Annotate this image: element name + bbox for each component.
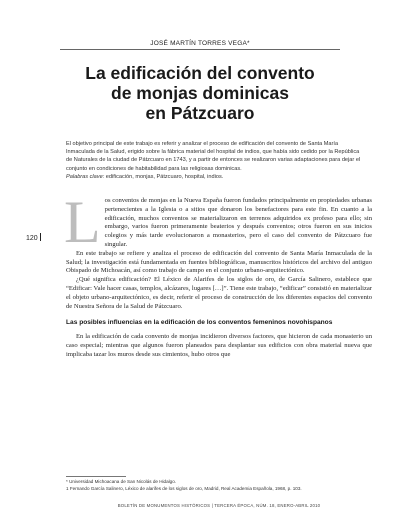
keywords xyxy=(66,173,366,181)
running-footer: BOLETÍN DE MONUMENTOS HISTÓRICOS | TERCERA ÉPOCA, NÚM. 18, ENERO-ABRIL 2010 xyxy=(117,503,321,508)
page-number xyxy=(26,233,41,242)
title-line-3: en Pátzcuaro xyxy=(145,103,255,123)
keywords-label: Palabras clave: xyxy=(66,173,105,180)
abstract xyxy=(66,140,366,181)
drop-cap: L xyxy=(64,189,101,255)
footnote-1: * Universidad Michoacana de San Nicolás de Hidalgo. xyxy=(66,479,177,484)
paragraph-2: En este trabajo se refiere y analiza el proceso de edificación del convento de Santa María Inmaculada de la Salud; la investigación está fundamentada en fuentes bibliográficas, manuscritos históricos del archivo del antiguo Obispado de Michoacán, así como trabajo de campo en el conjunto urbano-arquitectónico. xyxy=(66,249,372,275)
footnotes xyxy=(66,479,372,492)
paragraph-4: En la edificación de cada convento de monjas incidieron diversos factores, que hicieron de cada monasterio un caso especial; mientras que algunos fueron planeados para desplantar sus edificios con obra material nueva que implicaba tazar los muros desde sus cimientos, hubo otros que xyxy=(66,332,372,358)
paragraph-3: ¿Qué significa edificación? El Léxico de Alarifes de los siglos de oro, de García Salinero, establece que “Edificar: Vale hacer casas, templos, alcázares, lugares […]”. Tiene este trabajo, “edificar” consistió en materializar el objeto urbano-arquitectónico, es decir, referir el proceso de construcción de los diferentes espacios del convento de Nuestra Señora de la Salud de Pátzcuaro. xyxy=(66,276,372,310)
paragraph-1: os conventos de monjas en la Nueva España fueron fundados principalmente en propiedades urbanas pertenecientes a la Iglesia o a sitios que donaron los benefactores para este fin. En cuanto a la edificación, muchos conventos se materializaron en terrenos adquiridos ex profeso para ello; sin embargo, varios fueron primeramente beaterios y después conventos; otros fueron en sus inicios colegios y más tarde evolucionaron a monasterios, pero el caso del convento de Pátzcuaro fue singular. xyxy=(104,197,372,248)
page-number-bar xyxy=(40,233,41,241)
article-body xyxy=(64,189,372,359)
footnote-2: 1 Fernando García Salinero, Léxico de alarifes de los siglos de oro, Madrid, Real Academia Española, 1968, p. 103. xyxy=(66,485,302,491)
title-line-2: de monjas dominicas xyxy=(111,83,289,103)
header-rule xyxy=(60,49,340,50)
title-line-1: La edificación del convento xyxy=(85,63,315,83)
page-number-text: 120 xyxy=(26,235,38,242)
abstract-text: El objetivo principal de este trabajo es referir y analizar el proceso de edificación del convento de Santa María Inmaculada de la Salud, erigido sobre la fábrica material del hospital de indios, que había sido cedido por la República de Naturales de la ciudad de Pátzcuaro en 1743, y a partir de entonces se realizaron varias adaptaciones para dejar el conjunto en condiciones de habitabilidad para las religiosas dominicas. xyxy=(66,141,361,172)
section-heading: Las posibles influencias en la edificación de los conventos femeninos novohispanos xyxy=(66,319,333,327)
author-line: JOSÉ MARTÍN TORRES VEGA* xyxy=(150,40,250,47)
keywords-list: edificación, monjas, Pátzcuaro, hospital, indios. xyxy=(104,173,224,180)
footnote-rule xyxy=(66,476,126,477)
article-title xyxy=(40,63,360,123)
